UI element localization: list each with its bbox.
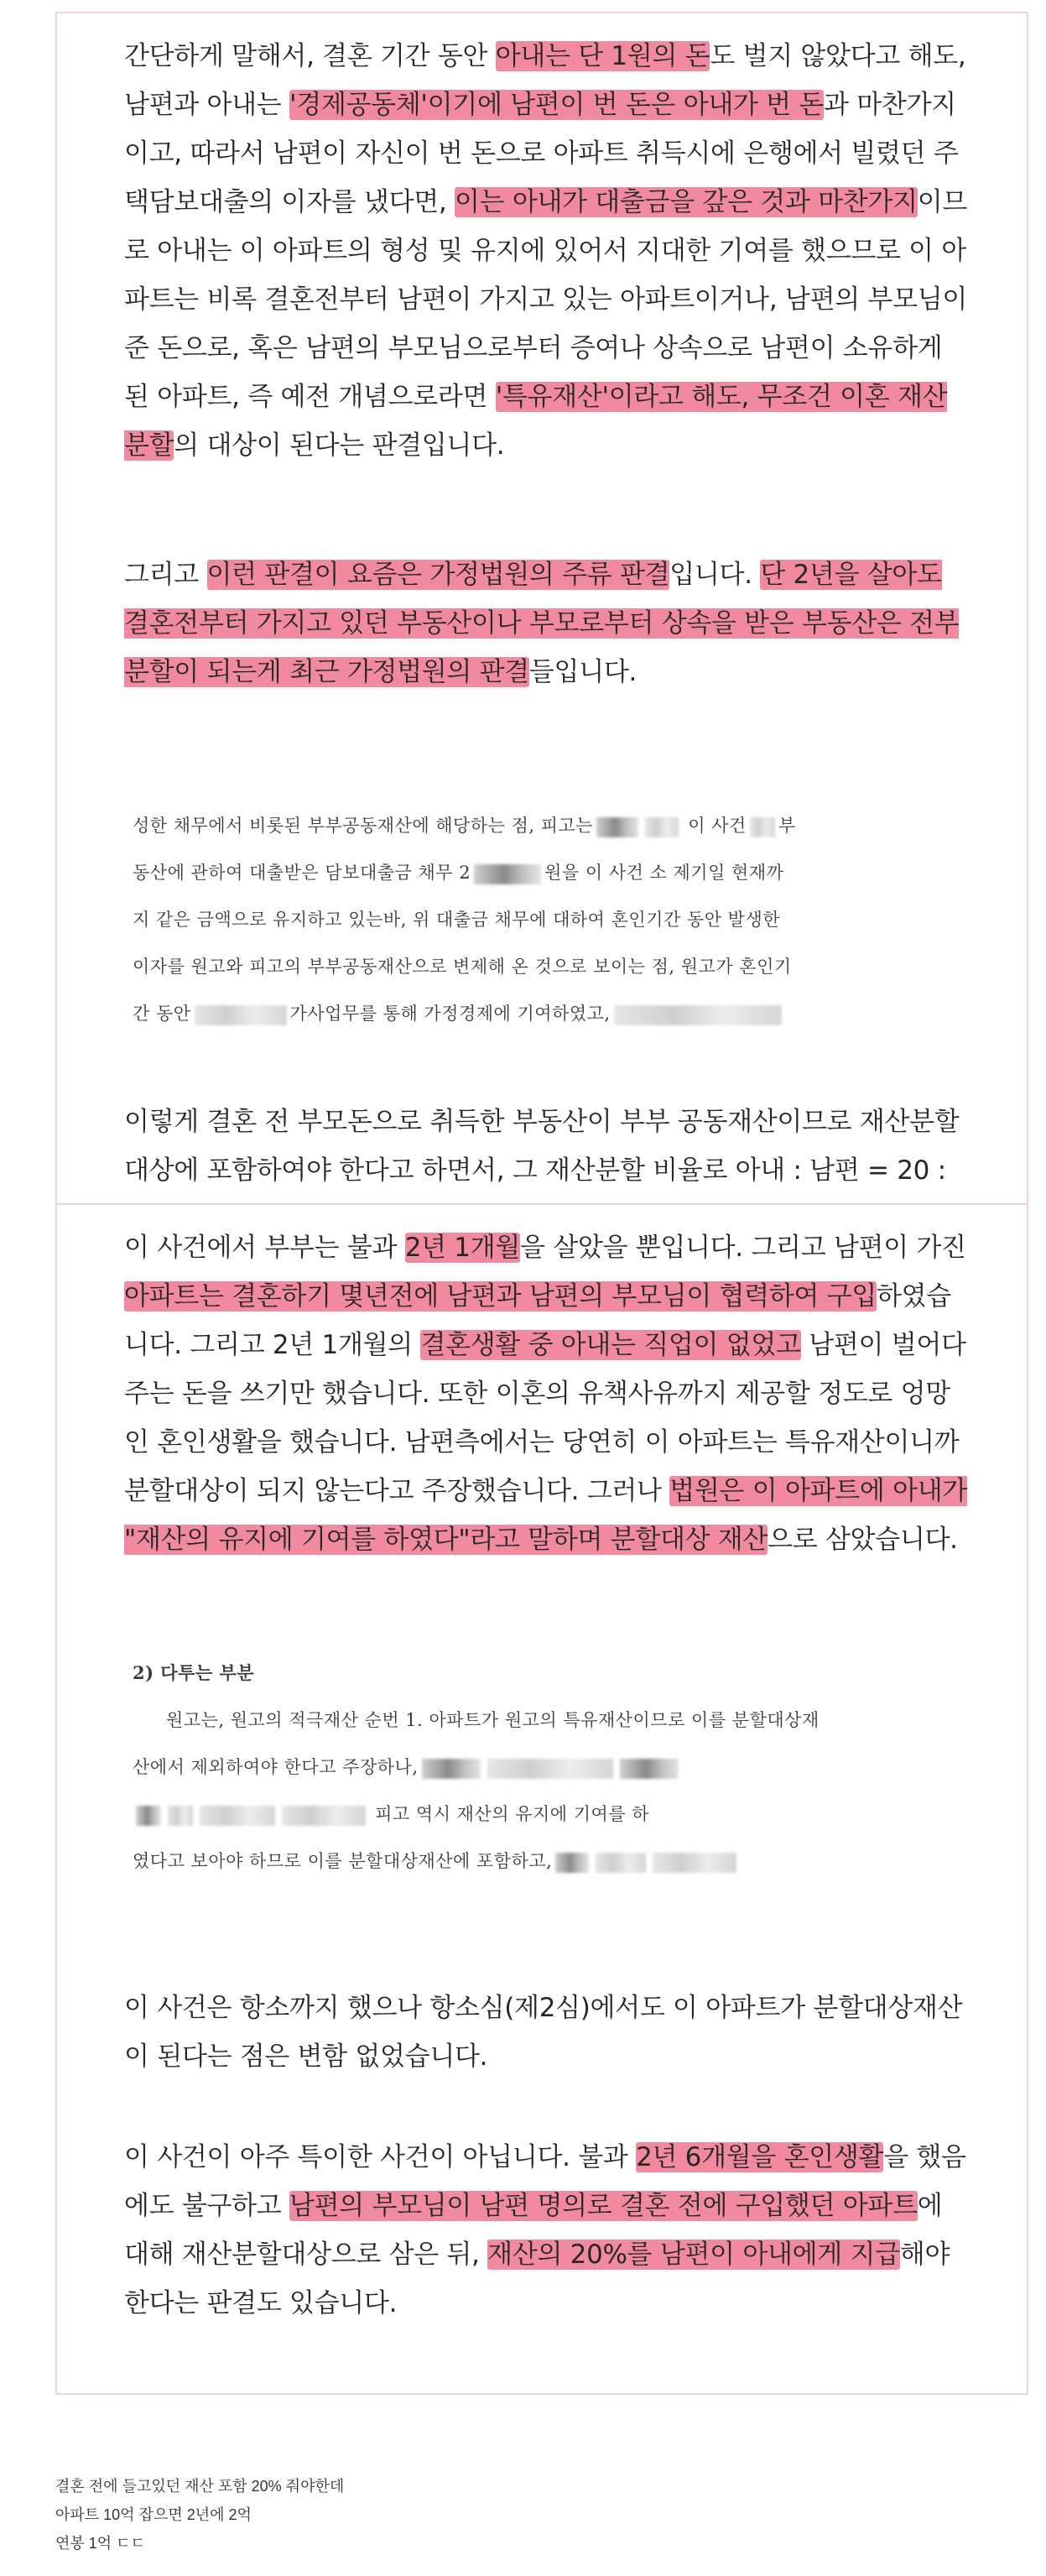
redacted-blur: [474, 864, 541, 884]
text-run: 으로 삼았습니다.: [768, 1525, 958, 1555]
paragraph-2: [124, 550, 971, 696]
highlight: 2년 1개월: [404, 1233, 521, 1263]
redacted-blur: [620, 1759, 679, 1779]
highlight: 재산의 20%를 남편이 아내에게 지급: [487, 2240, 900, 2270]
redacted-blur: [200, 1806, 275, 1826]
redacted-blur: [136, 1806, 161, 1826]
redacted-blur: [596, 817, 638, 837]
paragraph-4: [124, 1223, 971, 1564]
highlight: 남편의 부모님이 남편 명의로 결혼 전에 구입했던 아파트: [289, 2191, 918, 2221]
excerpt-text: 였다고 보아야 하므로 이를 분할대상재산에 포함하고,: [133, 1851, 553, 1871]
redacted-blur: [555, 1853, 589, 1873]
excerpt-text: 산에서 제외하여야 한다고 주장하나,: [133, 1757, 419, 1777]
text-run: 해야 한다는 판결도 있습니다.: [124, 2240, 950, 2318]
highlight: 법원은 이 아파트에 아내가 "재산의 유지에 기여를 하였다"라고 말하며 분할대상 재산: [124, 1476, 968, 1555]
excerpt-line: 지 같은 금액으로 유지하고 있는바, 위 대출금 채무에 대하여 혼인기간 동안 발생한: [133, 910, 781, 930]
text-run: 이 사건에서 부부는 불과: [124, 1233, 405, 1263]
court-ruling-excerpt-1: [133, 802, 971, 1037]
highlight: 이는 아내가 대출금을 갚은 것과 마찬가지: [454, 187, 918, 217]
text-run: 을 했음에도 불구하고: [124, 2142, 966, 2221]
excerpt-line: [133, 1838, 971, 1885]
text-run: 입니다.: [669, 560, 761, 590]
redacted-blur: [750, 817, 775, 837]
redacted-blur: [596, 1853, 646, 1873]
article-card-2: [55, 1203, 1028, 2395]
excerpt-text: 가사업무를 통해 가정경제에 기여하였고,: [289, 1004, 611, 1024]
paragraph-3: 이렇게 결혼 전 부모돈으로 취득한 부동산이 부부 공동재산이므로 재산분할 대상에 포함하여야 한다고 하면서, 그 재산분할 비율로 아내 : 남편 = 20 :: [124, 1107, 960, 1186]
text-run: 그리고: [124, 560, 207, 590]
comment-line-2: 아파트 10억 잡으면 2년에 2억: [55, 2506, 252, 2523]
court-ruling-excerpt-2: [133, 1650, 971, 1885]
highlight: '특유재산'이라고 해도, 무조건 이혼 재산분할: [124, 382, 948, 461]
excerpt-text: 동산에 관하여 대출받은 담보대출금 채무 2: [133, 863, 471, 883]
paragraph-1: [124, 32, 971, 470]
redacted-blur: [487, 1759, 613, 1779]
excerpt-text: 원을 이 사건 소 제기일 현재까: [544, 863, 784, 883]
highlight: 이런 판결이 요즘은 가정법원의 주류 판결: [206, 560, 670, 590]
excerpt-line: [133, 990, 971, 1037]
highlight: 아내는 단 1원의 돈: [495, 41, 710, 71]
excerpt-line: [133, 1791, 971, 1838]
text-run: 을 살았을 뿐입니다. 그리고 남편이 가진: [520, 1233, 966, 1263]
text-run: 남편이 벌어다주는 돈을 쓰기만 했습니다. 또한 이혼의 유책사유까지 제공할 정도로 엉망인 혼인생활을 했습니다. 남편측에서는 당연히 이 아파트는 특유재산이니까 분할대상이 되지 않는다고 주장했습니다. 그러나: [124, 1330, 966, 1506]
redacted-blur: [614, 1005, 782, 1025]
redacted-blur: [645, 817, 679, 837]
article-card-1: [55, 12, 1028, 1203]
text-run: 이 사건이 아주 특이한 사건이 아닙니다. 불과: [124, 2142, 637, 2172]
excerpt-line: [133, 849, 971, 896]
excerpt-line: [133, 1744, 971, 1791]
excerpt-line: 원고는, 원고의 적극재산 순번 1. 아파트가 원고의 특유재산이므로 이를 분할대상재: [166, 1710, 820, 1730]
highlight: 2년 6개월을 혼인생활: [636, 2142, 884, 2172]
comment-line-3: 연봉 1억 ㄷㄷ: [55, 2535, 145, 2552]
text-run: 하였습니다. 그리고 2년 1개월의: [124, 1281, 951, 1360]
redacted-blur: [282, 1806, 366, 1826]
excerpt-line: [133, 802, 971, 849]
highlight: 단 2년을 살아도 결혼전부터 가지고 있던 부동산이나 부모로부터 상속을 받은 부동산은 전부 분할이 되는게 최근 가정법원의 판결: [124, 560, 960, 687]
text-run: 과 마찬가지이고, 따라서 남편이 자신이 번 돈으로 아파트 취득시에 은행에서 빌렸던 주택담보대출의 이자를 냈다면,: [124, 90, 959, 217]
highlight: '경제공동체'이기에 남편이 번 돈은 아내가 번 돈: [289, 90, 825, 120]
excerpt-text: 간 동안: [133, 1004, 191, 1024]
text-run: 도 벌지 않았다고 해도, 남편과 아내는: [124, 41, 966, 120]
paragraph-6: [124, 2133, 971, 2328]
redacted-blur: [653, 1853, 736, 1873]
text-run: 의 대상이 된다는 판결입니다.: [174, 430, 505, 461]
comment-line-1: 결혼 전에 들고있던 재산 포함 20% 줘야한데: [55, 2478, 345, 2495]
excerpt-text: 피고 역시 재산의 유지에 기여를 하: [375, 1804, 650, 1824]
text-run: 이므로 아내는 이 아파트의 형성 및 유지에 있어서 지대한 기여를 했으므로 이 아파트는 비록 결혼전부터 남편이 가지고 있는 아파트이거나, 남편의 부모님이 준 돈으로, 혹은 남편의 부모님으로부터 증여나 상속으로 남편이 소유하게 된 아파트, 즉 예전 개념으로라면: [124, 187, 968, 412]
redacted-blur: [422, 1759, 481, 1779]
excerpt-text: 이 사건: [688, 816, 747, 836]
paragraph-5: 이 사건은 항소까지 했으나 항소심(제2심)에서도 이 아파트가 분할대상재산이 된다는 점은 변함 없었습니다.: [124, 1993, 963, 2072]
excerpt-text: 성한 채무에서 비롯된 부부공동재산에 해당하는 점, 피고는: [133, 816, 594, 836]
text-run: 에 대해 재산분할대상으로 삼은 뒤,: [124, 2191, 943, 2270]
redacted-blur: [195, 1005, 287, 1025]
excerpt-heading: 2) 다투는 부분: [133, 1662, 255, 1683]
excerpt-text: 부: [778, 816, 796, 836]
highlight: 결혼생활 중 아내는 직업이 없었고: [420, 1330, 801, 1360]
text-run: 간단하게 말해서, 결혼 기간 동안: [124, 41, 496, 71]
highlight: 아파트는 결혼하기 몇년전에 남편과 남편의 부모님이 협력하여 구입: [124, 1281, 877, 1311]
excerpt-line: 이자를 원고와 피고의 부부공동재산으로 변제해 온 것으로 보이는 점, 원고가 혼인기: [133, 957, 792, 977]
redacted-blur: [168, 1806, 193, 1826]
text-run: 들입니다.: [528, 657, 637, 687]
